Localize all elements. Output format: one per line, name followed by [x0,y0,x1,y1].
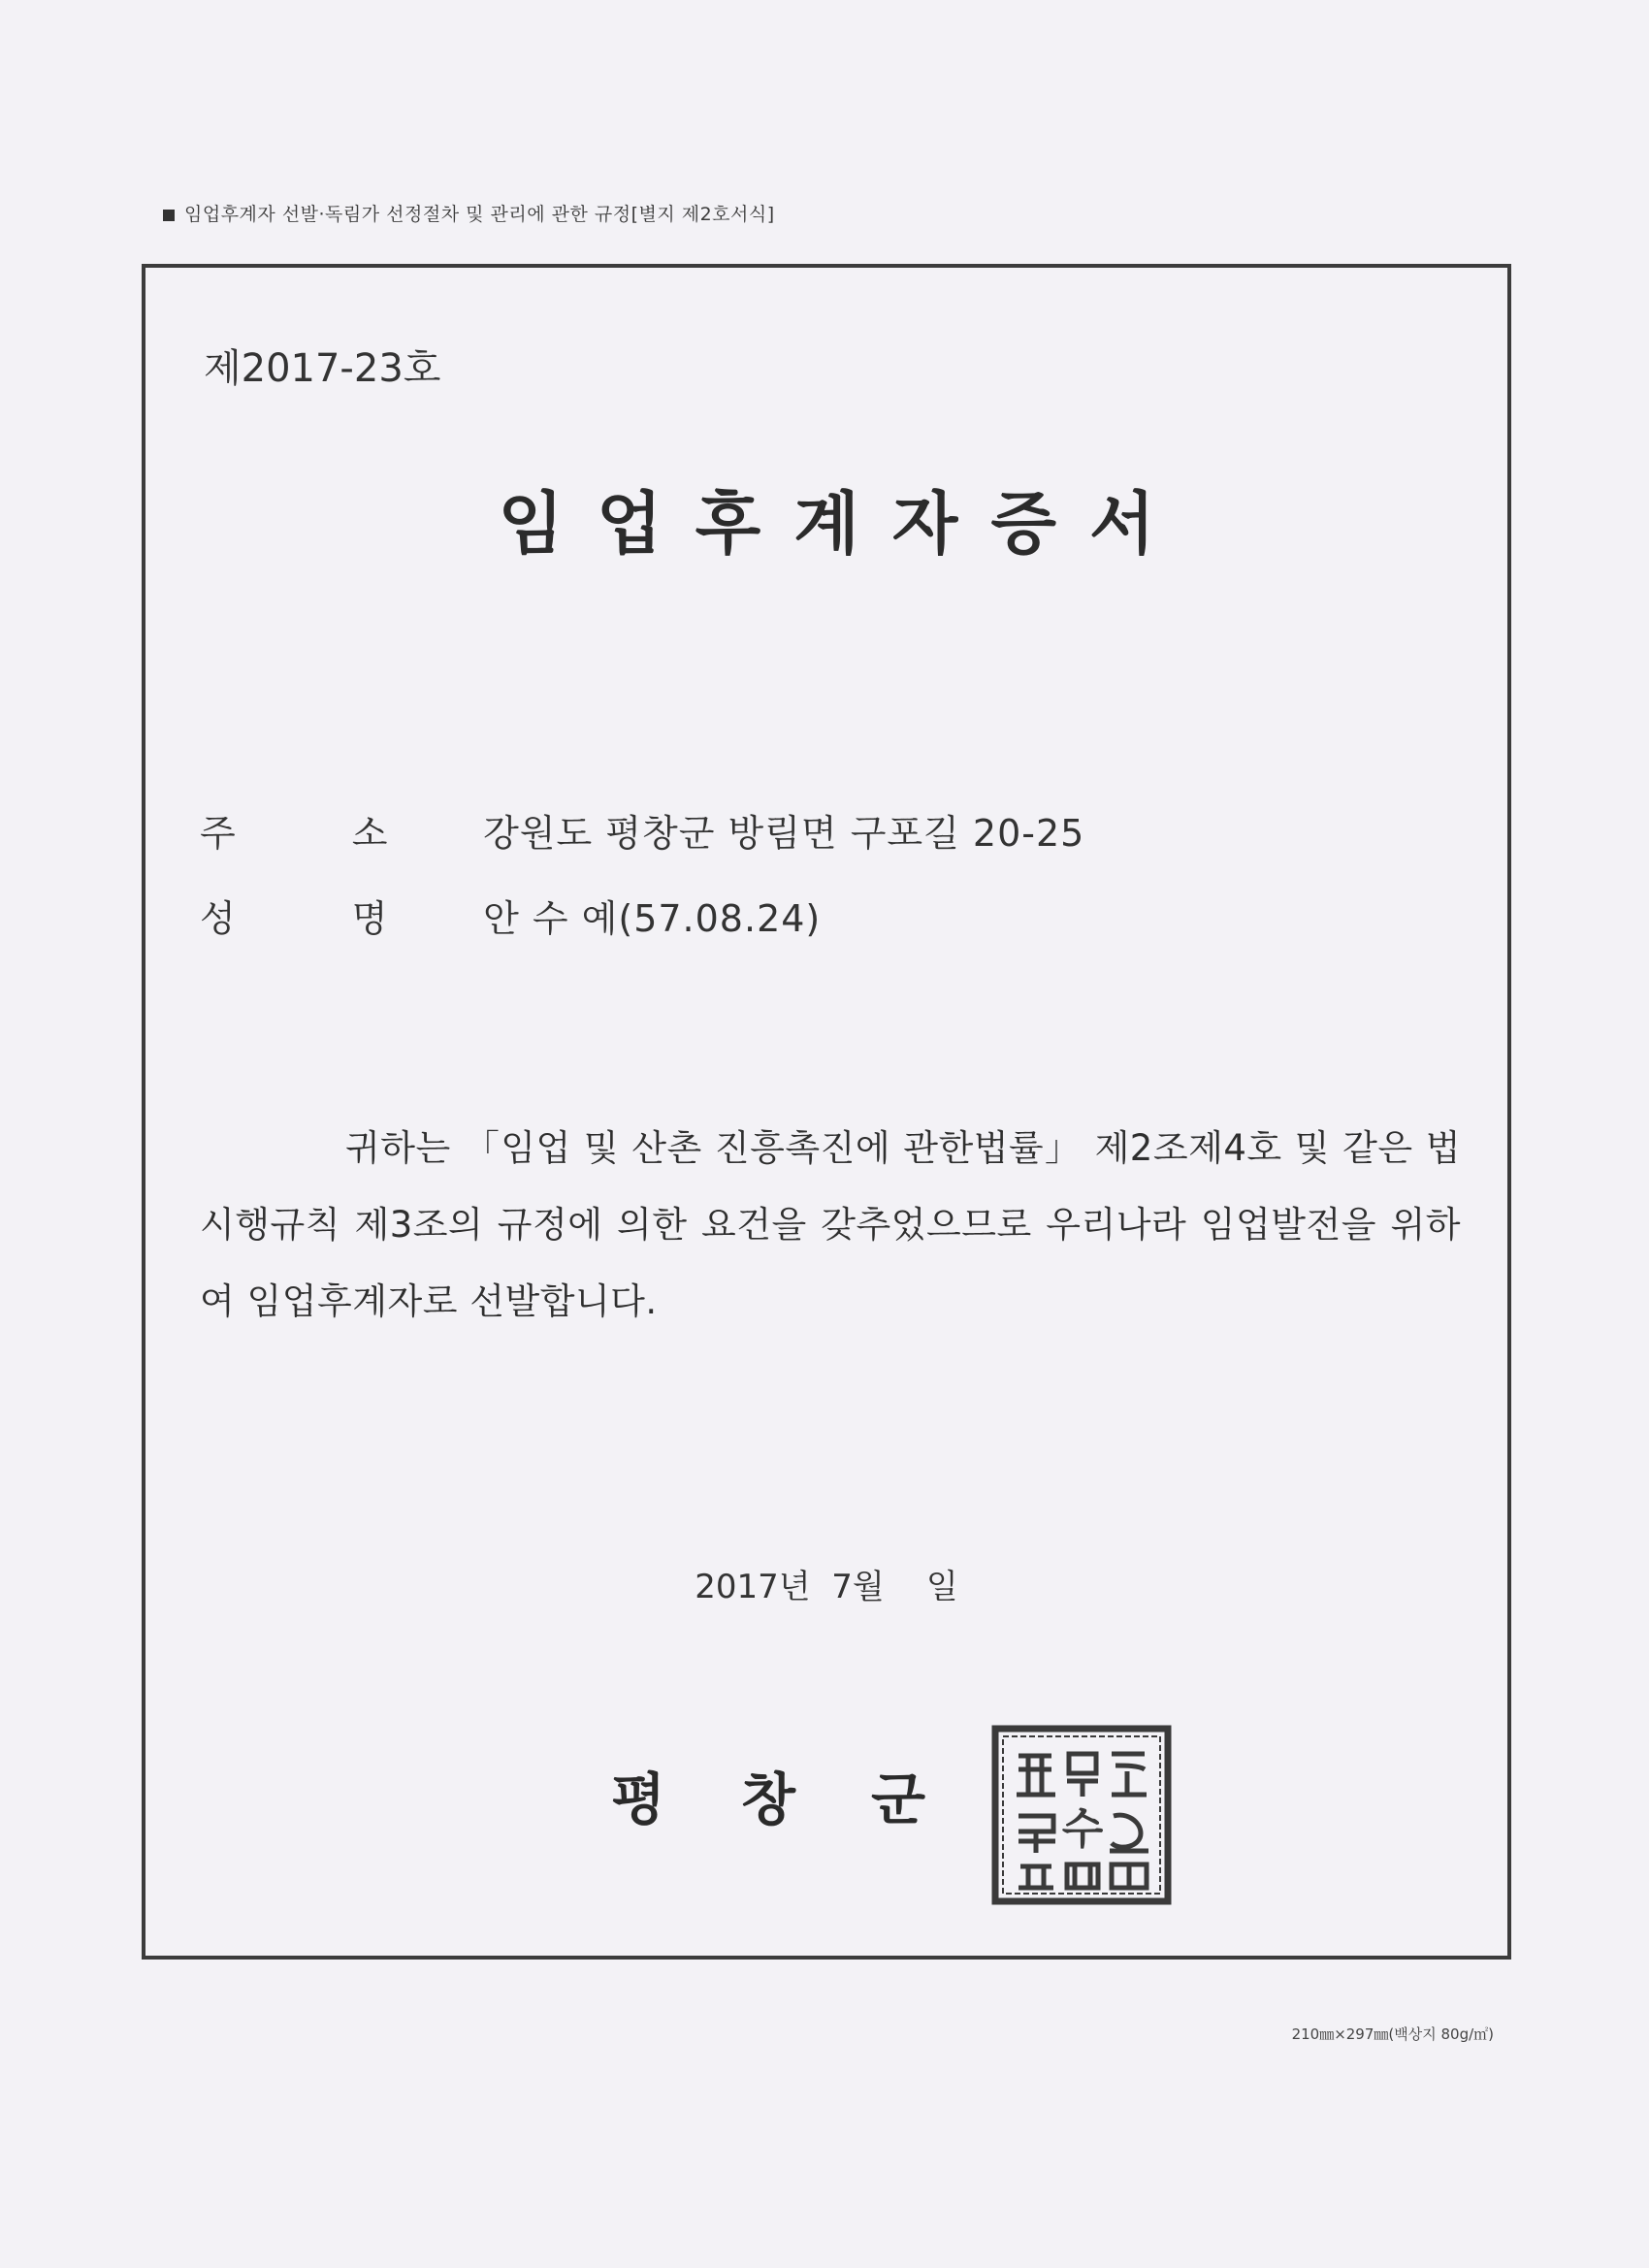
address-label-char-2: 소 [351,812,388,855]
name-row [200,889,821,942]
certificate-frame [142,264,1511,1960]
address-label [200,803,423,857]
bullet-square-icon [163,210,175,221]
paper-specification: 210㎜×297㎜(백상지 80g/㎡) [1291,2025,1494,2043]
form-reference-caption [163,200,775,226]
issuer-name: 평창군 [611,1766,1002,1832]
address-label-char-1: 주 [200,812,236,855]
name-label-char-2: 명 [351,897,388,940]
address-row [200,803,1084,857]
address-value: 강원도 평창군 방림면 구포길 20-25 [483,812,1085,855]
name-value: 안 수 예(57.08.24) [483,897,822,940]
issue-date: 2017년 7월 일 [695,1568,958,1606]
name-label [200,889,423,942]
certificate-title: 임업후계자증서 [498,484,1188,564]
seal-character: 수 [1061,1804,1104,1854]
name-label-char-1: 성 [200,897,236,940]
official-seal-stamp [989,1723,1174,1907]
certificate-body: 귀하는 「임업 및 산촌 진흥촉진에 관한법률」 제2조제4호 및 같은 법 시행규칙 제3조의 규정에 의한 요건을 갖추었으므로 우리나라 임업발전을 위하여 임업후계자로 선발합니다. [200,1127,1461,1322]
form-reference-text: 임업후계자 선발·독림가 선정절차 및 관리에 관한 규정[별지 제2호서식] [184,204,775,225]
certificate-number: 제2017-23호 [204,346,441,391]
